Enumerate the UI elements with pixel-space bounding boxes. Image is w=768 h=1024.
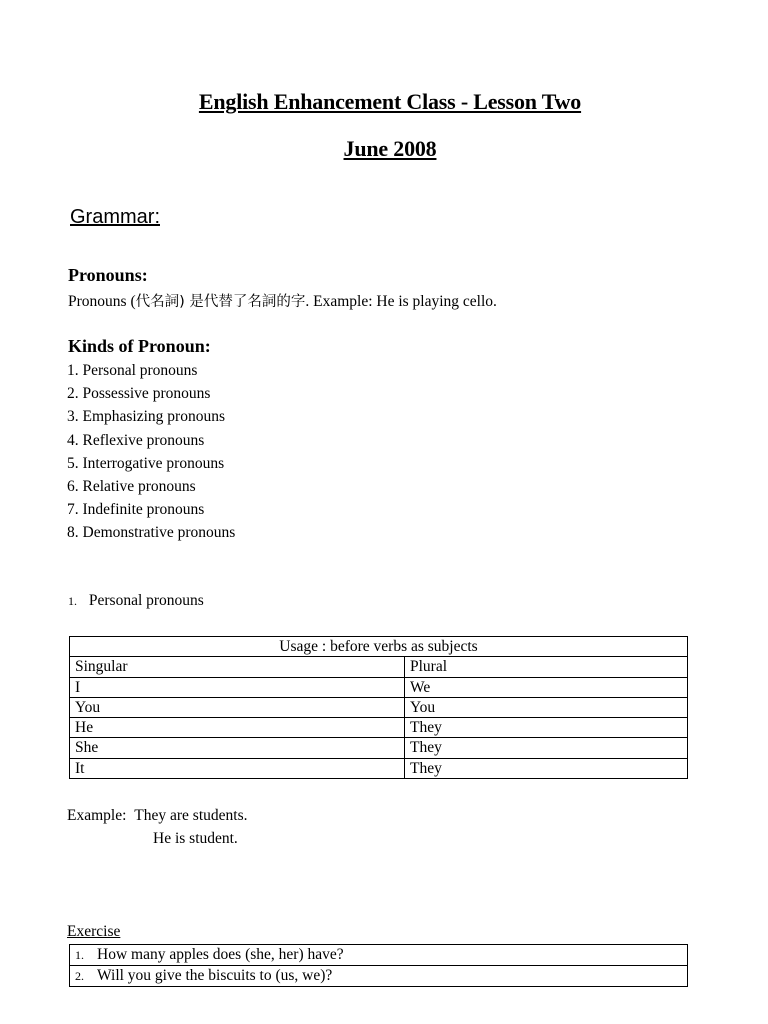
exercise-number: 1.	[75, 948, 84, 962]
exercise-text: Will you give the biscuits to (us, we)?	[97, 967, 333, 984]
personal-number: 1.	[68, 594, 77, 608]
table-row	[70, 718, 688, 738]
list-item: 7. Indefinite pronouns	[67, 501, 205, 519]
table-cell: You	[405, 697, 688, 717]
table-row	[70, 758, 688, 778]
table-row	[70, 945, 688, 966]
list-item: 3. Emphasizing pronouns	[67, 408, 225, 426]
kinds-list	[67, 359, 235, 545]
table-cell: I	[70, 677, 405, 697]
table-row	[70, 966, 688, 987]
table-cell: They	[405, 758, 688, 778]
list-item: 4. Reflexive pronouns	[67, 431, 205, 449]
example-text-1: They are students.	[134, 807, 248, 824]
table-row	[70, 697, 688, 717]
personal-pronoun-table	[69, 636, 688, 779]
example-text-2: He is student.	[153, 830, 238, 847]
table-row	[70, 677, 688, 697]
document-date: June 2008	[343, 136, 437, 161]
definition-chinese: 代名詞) 是代替了名詞的字	[135, 294, 306, 310]
list-item: 6. Relative pronouns	[67, 478, 196, 496]
pronouns-heading: Pronouns:	[68, 265, 148, 285]
exercise-item	[70, 966, 688, 987]
list-item: 8. Demonstrative pronouns	[67, 524, 236, 542]
table-row	[70, 738, 688, 758]
usage-cell: Usage : before verbs as subjects	[70, 637, 688, 657]
table-header-cell: Plural	[405, 657, 688, 677]
table-cell: She	[70, 738, 405, 758]
grammar-heading: Grammar:	[70, 206, 160, 228]
table-cell: They	[405, 718, 688, 738]
personal-title: Personal pronouns	[88, 592, 204, 609]
exercise-number: 2.	[75, 969, 84, 983]
exercise-heading: Exercise	[67, 923, 121, 940]
table-row	[70, 637, 688, 657]
exercise-text: How many apples does (she, her) have?	[97, 946, 344, 963]
definition-prefix: Pronouns (	[68, 293, 136, 310]
document-title: English Enhancement Class - Lesson Two	[198, 89, 582, 114]
table-cell: It	[70, 758, 405, 778]
table-header-cell: Singular	[70, 657, 405, 677]
example-line-1	[67, 807, 247, 825]
list-item: 5. Interrogative pronouns	[67, 454, 225, 472]
list-item: 2. Possessive pronouns	[67, 385, 211, 403]
example-label: Example:	[67, 807, 127, 824]
table-cell: They	[405, 738, 688, 758]
list-item: 1. Personal pronouns	[67, 362, 198, 379]
pronouns-definition	[68, 290, 497, 311]
exercise-table	[69, 944, 688, 987]
kinds-heading: Kinds of Pronoun:	[68, 336, 211, 356]
table-cell: He	[70, 718, 405, 738]
definition-suffix: . Example: He is playing cello.	[305, 293, 497, 310]
exercise-item	[70, 945, 688, 966]
personal-heading	[68, 592, 204, 610]
table-cell: You	[70, 697, 405, 717]
table-cell: We	[405, 677, 688, 697]
table-row	[70, 657, 688, 677]
